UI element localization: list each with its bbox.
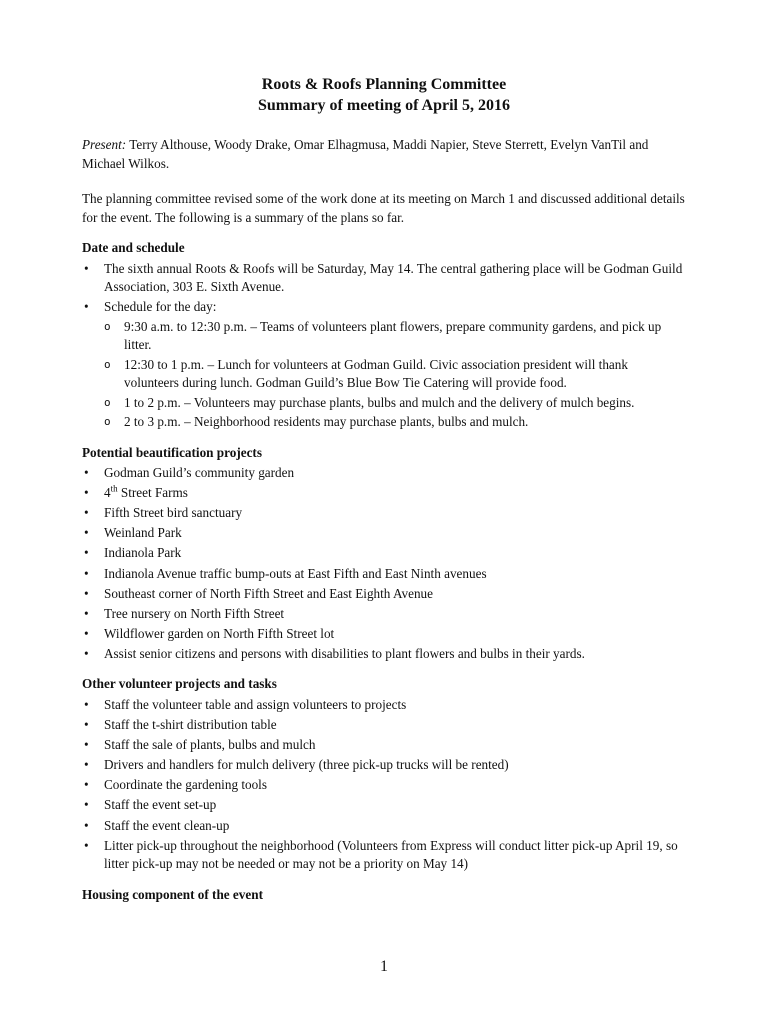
page-number: 1 xyxy=(380,958,388,975)
list-item: • Schedule for the day: o 9:30 a.m. to 12:30 p.m. – Teams of volunteers plant flowers, prepare community gardens, and pick up litter. o 12:30 to 1 p.m. – Lunch for volunteers at Godman Guild. Civic association president will thank volunteers during lunch. Godman Guild’s Blue Bow Tie Catering will provide food. o 1 to 2 p.m. – Volunteers may purchase plants, bulbs and mulch and the delivery of mulch begins. o 2 to 3 p.m. – Neighborhood residents may purchase plants, bulbs and mulch. xyxy=(82,298,686,432)
sub-list-item: o 9:30 a.m. to 12:30 p.m. – Teams of volunteers plant flowers, prepare community gardens, and pick up litter. xyxy=(104,318,662,353)
sub-list-item: o 1 to 2 p.m. – Volunteers may purchase plants, bulbs and mulch and the delivery of mulch begins. xyxy=(104,394,686,413)
bullet-icon: • xyxy=(84,545,89,561)
bullet-icon: • xyxy=(84,696,89,712)
bullet-icon: • xyxy=(84,260,89,276)
document-title: Roots & Roofs Planning Committee xyxy=(261,76,507,93)
list-item: • Staff the volunteer table and assign volunteers to projects xyxy=(82,696,686,715)
document-subtitle: Summary of meeting of April 5, 2016 xyxy=(258,97,510,114)
bullet-icon: • xyxy=(84,737,89,753)
date-list xyxy=(82,260,686,432)
schedule-sublist xyxy=(104,318,686,432)
section-heading-date: Date and schedule xyxy=(82,240,185,255)
sub-bullet-icon: o xyxy=(104,319,111,333)
list-item: • Coordinate the gardening tools xyxy=(82,776,686,795)
section-heading-projects: Potential beautification projects xyxy=(82,444,262,460)
list-item: • The sixth annual Roots & Roofs will be Saturday, May 14. The central gathering place will be Godman Guild Association, 303 E. Sixth Avenue. xyxy=(84,260,683,294)
list-item: • Staff the event set-up xyxy=(82,796,686,815)
list-item: • Staff the t-shirt distribution table xyxy=(82,716,686,735)
present-label: Present: xyxy=(82,137,127,152)
bullet-icon: • xyxy=(84,797,89,813)
sub-bullet-icon: o xyxy=(104,357,111,371)
list-item: • Litter pick-up throughout the neighborhood (Volunteers from Express will conduct litter pick-up April 19, so litter pick-up may not be needed or may not be a priority on May 14) xyxy=(84,837,678,872)
sub-bullet-icon: o xyxy=(104,395,111,409)
list-item: • Indianola Park xyxy=(82,544,686,563)
list-item: • Fifth Street bird sanctuary xyxy=(82,504,686,523)
list-item: • Wildflower garden on North Fifth Street lot xyxy=(82,625,686,644)
list-item: • Tree nursery on North Fifth Street xyxy=(82,605,686,624)
bullet-icon: • xyxy=(84,625,89,641)
bullet-icon: • xyxy=(84,585,89,601)
bullet-icon: • xyxy=(84,717,89,733)
bullet-icon: • xyxy=(84,505,89,521)
attendees-list: Terry Althouse, Woody Drake, Omar Elhagmusa, Maddi Napier, Steve Sterrett, Evelyn VanTil and Michael Wilkos. xyxy=(82,137,649,171)
bullet-icon: • xyxy=(84,485,89,501)
list-item: • Indianola Avenue traffic bump-outs at East Fifth and East Ninth avenues xyxy=(82,565,686,584)
bullet-icon: • xyxy=(84,465,89,481)
bullet-icon: • xyxy=(84,817,89,833)
list-item: • Weinland Park xyxy=(82,524,686,543)
bullet-icon: • xyxy=(84,605,89,621)
bullet-icon: • xyxy=(84,565,89,581)
sub-bullet-icon: o xyxy=(104,415,111,429)
list-item: • Staff the sale of plants, bulbs and mulch xyxy=(82,736,686,755)
bullet-icon: • xyxy=(84,837,89,853)
bullet-icon: • xyxy=(84,777,89,793)
bullet-icon: • xyxy=(84,299,89,315)
projects-list xyxy=(82,464,686,663)
attendees-paragraph xyxy=(82,136,686,173)
list-item: • 4th Street Farms xyxy=(82,484,686,503)
list-item: • Staff the event clean-up xyxy=(82,817,686,836)
list-item: • Southeast corner of North Fifth Street and East Eighth Avenue xyxy=(82,585,686,604)
sub-list-item: o 12:30 to 1 p.m. – Lunch for volunteers at Godman Guild. Civic association president will thank volunteers during lunch. Godman Guild’s Blue Bow Tie Catering will provide food. xyxy=(104,356,628,391)
intro-paragraph: The planning committee revised some of the work done at its meeting on March 1 and discussed additional details for the event. The following is a summary of the plans so far. xyxy=(82,191,685,225)
list-item: • Godman Guild’s community garden xyxy=(82,464,686,483)
bullet-icon: • xyxy=(84,645,89,661)
list-item: • Drivers and handlers for mulch delivery (three pick-up trucks will be rented) xyxy=(82,756,686,775)
bullet-icon: • xyxy=(84,525,89,541)
section-heading-volunteer: Other volunteer projects and tasks xyxy=(82,676,277,692)
volunteer-list xyxy=(82,696,686,874)
section-heading-housing: Housing component of the event xyxy=(82,886,263,902)
bullet-icon: • xyxy=(84,757,89,773)
list-item: • Assist senior citizens and persons with disabilities to plant flowers and bulbs in their yards. xyxy=(82,645,686,664)
sub-list-item: o 2 to 3 p.m. – Neighborhood residents may purchase plants, bulbs and mulch. xyxy=(104,413,686,432)
